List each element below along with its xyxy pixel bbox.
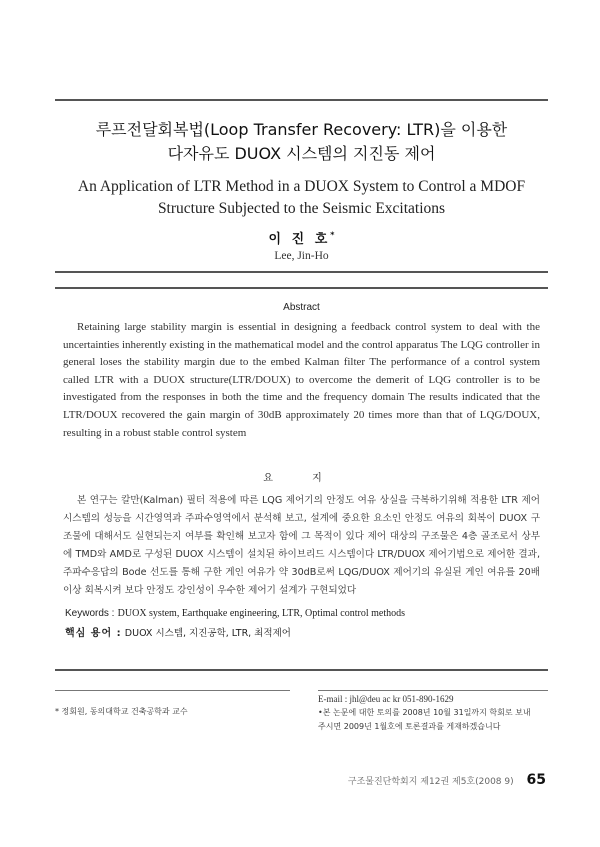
keywords-line xyxy=(65,605,540,623)
keywords-korean-label: 핵심 용어 : xyxy=(65,628,122,640)
author-korean xyxy=(55,228,548,247)
abstract-heading: Abstract xyxy=(283,302,320,313)
korean-summary-text: 본 연구는 칼만(Kalman) 필터 적용에 따른 LQG 제어기의 안정도 여유 상실을 극복하기위해 적용한 LTR 제어 시스템의 성능을 시간영역과 주파수영역에서 분석해 보고, 설계에 중요한 요소인 안정도 여유의 회복이 DUOX 구조물에 대해서도 실현되는지 여부를 확인해 보고자 함에 그 목적이 있다 제어 대상의 구조물은 4층 골조로서 상부에 TMD와 AMD로 구성된 DUOX 시스템이 설치된 하이브리드 시스템이다 LTR/DUOX 제어기법으로 제어한 결과, 주파수응답의 Bode 선도를 통해 구한 게인 여유가 약 30dB로써 LQG/DUOX 제어기의 유실된 게인 여유를 20배 이상 회복시켜 보다 안정도 강인성이 우수한 제어기 설계가 구현되었다 xyxy=(63,495,540,597)
author-korean-name: 이 진 호 xyxy=(268,232,331,247)
abstract-text: Retaining large stability margin is essential in designing a feedback control system to deal with the uncertainties inherently existing in the mathematical model and the control apparatus The LQG controller in general loses the stability margin due to the embed Kalman filter The performance of a control system called LTR with a DUOX structure(LTR/DOUX) to overcome the demerit of LQG controller is to be investigated from the responses in both the time and the frequency domain The results indicated that the LTR/DOUX recovered the gain margin of 30dB approximately 20 times more than that of LQG/DOUX, resulting in a robust stable control system xyxy=(63,321,540,439)
keywords-korean-value: DUOX 시스템, 지진공학, LTR, 최적제어 xyxy=(124,628,291,640)
english-title-line2: Structure Subjected to the Seismic Excitations xyxy=(157,200,446,217)
page-number: 65 xyxy=(526,772,546,788)
english-title-line1: An Application of LTR Method in a DUOX System to Control a MDOF xyxy=(77,178,526,195)
journal-reference: 구조물진단학회지 제12권 제5호(2008 9) xyxy=(347,777,514,787)
title-block xyxy=(55,99,548,273)
keywords-korean-line xyxy=(65,625,540,643)
correspondence-footnote xyxy=(318,692,553,734)
author-english: Lee, Jin-Ho xyxy=(274,250,329,262)
keywords-value: DUOX system, Earthquake engineering, LTR, Optimal control methods xyxy=(117,608,406,620)
keywords-label: Keywords : xyxy=(65,608,115,620)
author-affiliation-footnote: * 정회원, 동의대학교 건축공학과 교수 xyxy=(55,707,188,716)
contact-email: E-mail : jhl@deu ac kr 051-890-1629 xyxy=(318,694,454,704)
author-mark: * xyxy=(330,230,335,240)
footnote-divider-left xyxy=(55,690,290,691)
page-footer xyxy=(348,772,546,788)
korean-summary-heading: 요 지 xyxy=(263,473,340,485)
english-title xyxy=(55,176,548,220)
korean-title-line2: 다자유도 DUOX 시스템의 지진동 제어 xyxy=(167,144,436,163)
discussion-note-line2: 주시면 2009년 1월호에 토론결과를 게재하겠습니다 xyxy=(318,722,501,731)
korean-title-line1: 루프전달회복법(Loop Transfer Recovery: LTR)을 이용한 xyxy=(95,120,508,139)
discussion-note-line1: •본 논문에 대한 토의를 2008년 10월 31일까지 학회로 보내 xyxy=(318,708,531,717)
abstract-block xyxy=(55,287,548,671)
footnote-divider-right xyxy=(318,690,548,691)
korean-title xyxy=(55,118,548,166)
